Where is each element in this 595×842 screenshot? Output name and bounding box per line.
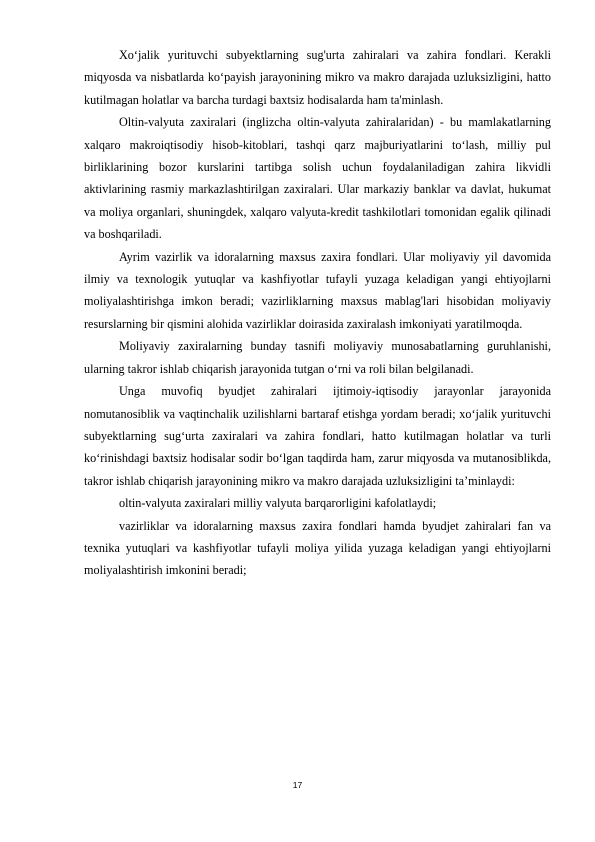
paragraph-currency-stability: oltin-valyuta zaxiralari milliy valyuta barqarorligini kafolatlaydi; <box>119 496 437 511</box>
paragraph-gold-currency-reserves: Oltin-valyuta zaxiralari (inglizcha oltin-valyuta zahiralaridan) - bu mamlakatlarning xalqaro makroiqtisodiy hisob-kitoblari, tashqi qarz majburiyatlarini to‘lash, milliy pul birliklarining bozor kurslarini tartibga solish uchun foydalaniladigan zahira likvidli aktivlarining rasmiy markazlashtirilgan zaxiralari. Ular markaziy banklar va davlat, hukumat va moliya organlari, shuningdek, xalqaro valyuta-kredit tashkilotlari tomonidan egalik qilinadi va boshqariladi. <box>84 115 551 242</box>
paragraph-budget-reserves: Unga muvofiq byudjet zahiralari ijtimoiy-iqtisodiy jarayonlar jarayonida nomutanosiblik va vaqtinchalik uzilishlarni bartaraf etishga yordam beradi; xo‘jalik yurituvchi subyektlarning sug‘urta zaxiralari va zahira fondlari, hatto kutilmagan holatlar va turli ko‘rinishdagi baxtsiz hodisalar sodir bo‘lgan taqdirda ham, zarur miqyosda va mutanosiblikda, takror ishlab chiqarish jarayonining mikro va makro darajada uzluksizligini ta’minlaydi: <box>84 384 551 488</box>
paragraph-insurance-reserves: Xo‘jalik yurituvchi subyektlarning sug'urta zahiralari va zahira fondlari. Kerakli miqyosda va nisbatlarda ko‘payish jarayonining mikro va makro darajada uzluksizligini, hatto kutilmagan holatlar va barcha turdagi baxtsiz hodisalarda ham ta'minlash. <box>84 48 551 107</box>
page-number: 17 <box>292 780 303 790</box>
body-text <box>84 44 551 582</box>
paragraph-new-needs-financing: vazirliklar va idoralarning maxsus zaxira fondlari hamda byudjet zahiralari fan va texnika yutuqlari va kashfiyotlar tufayli moliya yilida yuzaga keladigan yangi ehtiyojlarni moliyalashtirish imkonini beradi; <box>84 518 551 578</box>
paragraph-classification: Moliyaviy zaxiralarning bunday tasnifi moliyaviy munosabatlarning guruhlanishi, ularning takror ishlab chiqarish jarayonida tutgan o‘rni va roli bilan belgilanadi. <box>84 339 551 376</box>
paragraph-ministry-reserve-funds: Ayrim vazirlik va idoralarning maxsus zaxira fondlari. Ular moliyaviy yil davomida ilmiy va texnologik yutuqlar va kashfiyotlar tufayli yuzaga keladigan yangi ehtiyojlarni moliyalashtirishga imkon beradi; vazirliklarning maxsus mablag'lari hisobidan moliyaviy resurslarning bir qismini alohida vazirliklar doirasida zaxiralash imkoniyati yaratilmoqda. <box>84 249 551 331</box>
